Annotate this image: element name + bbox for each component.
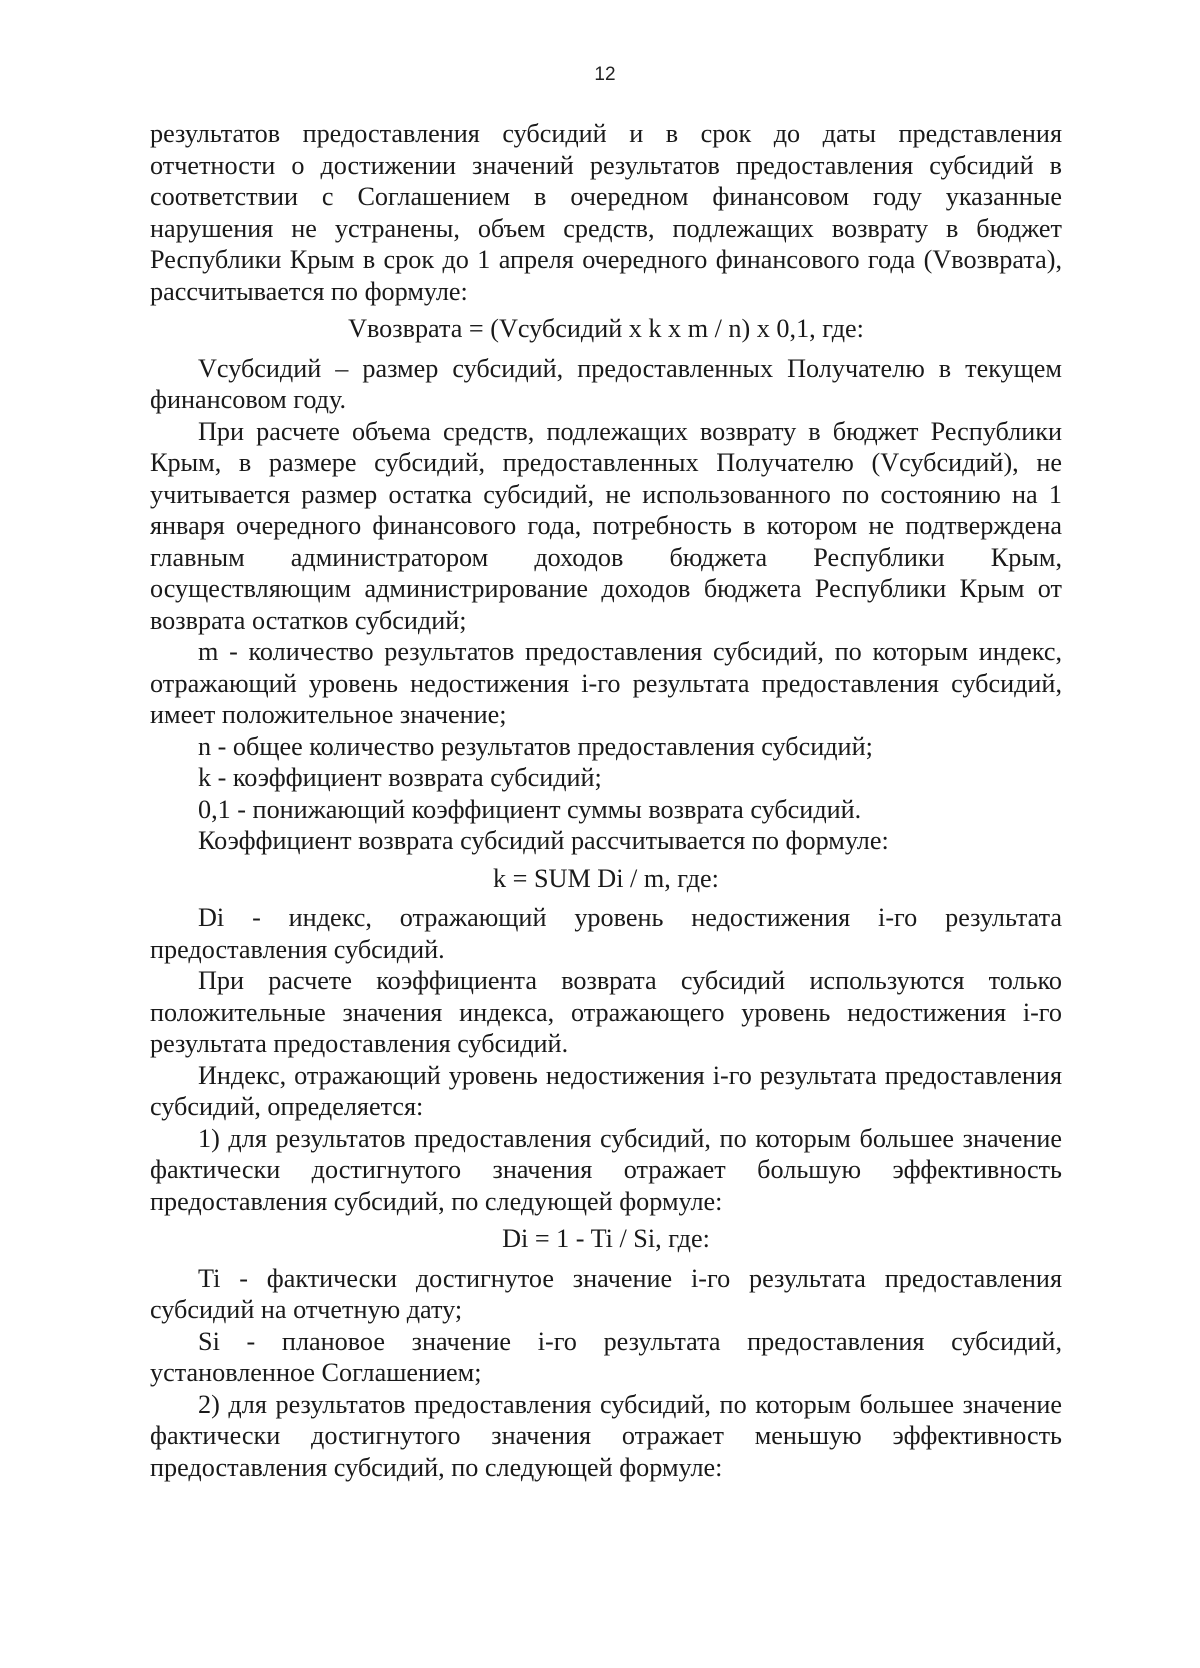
paragraph: Ti - фактически достигнутое значение i-го результата предоставления субсидий на отчетную дату;: [150, 1263, 1062, 1324]
formula-k: k = SUM Di / m, где:: [493, 863, 719, 893]
paragraph: Коэффициент возврата субсидий рассчитывается по формуле:: [198, 826, 889, 855]
paragraph: результатов предоставления субсидий и в срок до даты представления отчетности о достижении значений результатов предоставления субсидий в соответствии с Соглашением в очередном финансовом году указанные нарушения не устранены, объем средств, подлежащих возврату в бюджет Республики Крым в срок до 1 апреля очередного финансового года (Vвозврата), рассчитывается по формуле:: [150, 119, 1062, 306]
paragraph: Vсубсидий – размер субсидий, предоставленных Получателю в текущем финансовом году.: [150, 353, 1062, 414]
paragraph: Si - плановое значение i-го результата предоставления субсидий, установленное Соглашением;: [150, 1326, 1062, 1387]
formula-v-vozvrata: Vвозврата = (Vсубсидий x k x m / n) x 0,1, где:: [348, 314, 864, 343]
paragraph: 2) для результатов предоставления субсидий, по которым большее значение фактически достигнутого значения отражает меньшую эффективность предоставления субсидий, по следующей формуле:: [150, 1389, 1062, 1482]
paragraph: 0,1 - понижающий коэффициент суммы возврата субсидий.: [198, 794, 862, 824]
paragraph: При расчете коэффициента возврата субсидий используются только положительные значения индекса, отражающего уровень недостижения i-го результата предоставления субсидий.: [150, 966, 1062, 1058]
paragraph: k - коэффициент возврата субсидий;: [198, 763, 602, 792]
paragraph: 1) для результатов предоставления субсидий, по которым большее значение фактически достигнутого значения отражает большую эффективность предоставления субсидий, по следующей формуле:: [150, 1123, 1062, 1216]
paragraph: m - количество результатов предоставления субсидий, по которым индекс, отражающий уровень недостижения i-го результата предоставления субсидий, имеет положительное значение;: [150, 637, 1062, 729]
paragraph: n - общее количество результатов предоставления субсидий;: [198, 731, 873, 761]
paragraph: Di - индекс, отражающий уровень недостижения i-го результата предоставления субсидий.: [150, 903, 1062, 964]
paragraph: Индекс, отражающий уровень недостижения i-го результата предоставления субсидий, определяется:: [150, 1060, 1062, 1121]
document-body: [150, 118, 1062, 1483]
formula-di: Di = 1 - Ti / Si, где:: [502, 1224, 710, 1253]
paragraph: При расчете объема средств, подлежащих возврату в бюджет Республики Крым, в размере субсидий, предоставленных Получателю (Vсубсидий), не учитывается размер остатка субсидий, не использованного по состоянию на 1 января очередного финансового года, потребность в котором не подтверждена главным администратором доходов бюджета Республики Крым, осуществляющим администрирование доходов бюджета Республики Крым от возврата остатков субсидий;: [150, 416, 1062, 635]
page-number: 12: [594, 64, 616, 85]
